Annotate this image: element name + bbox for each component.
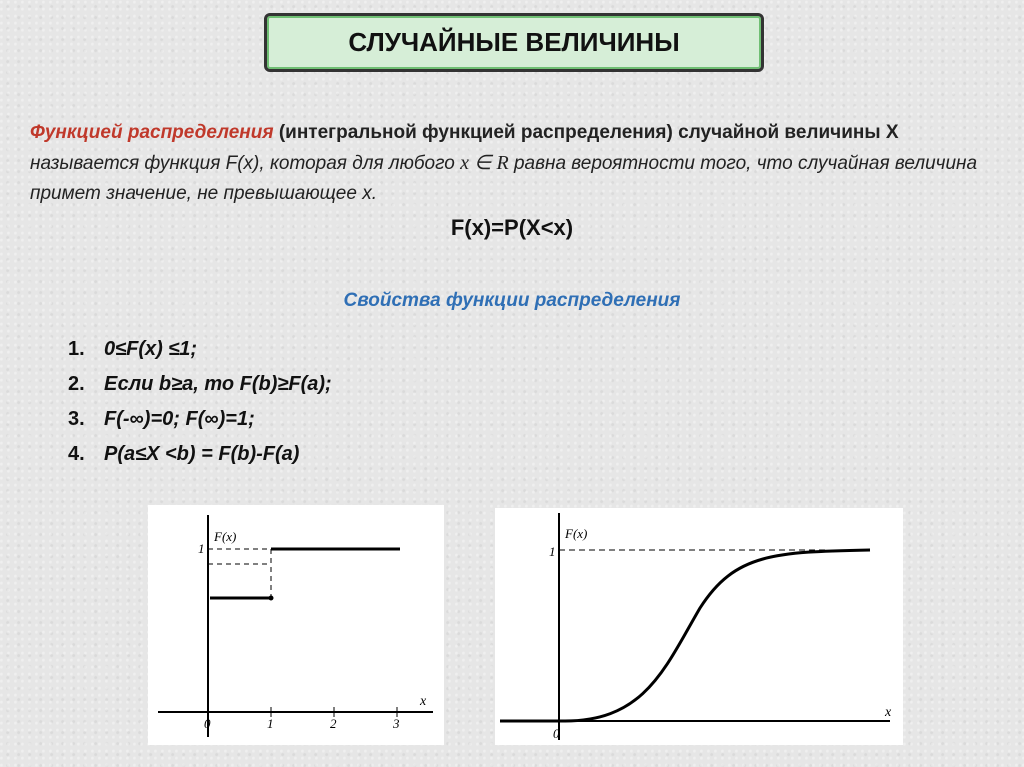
list-item-number: 3. bbox=[68, 408, 85, 430]
list-item bbox=[68, 437, 332, 472]
list-item-number: 1. bbox=[68, 338, 85, 360]
list-item bbox=[68, 402, 332, 437]
y-one-label: 1 bbox=[198, 541, 205, 556]
slide-title-text: СЛУЧАЙНЫЕ ВЕЛИЧИНЫ bbox=[348, 27, 680, 57]
y-axis-label: F(x) bbox=[214, 529, 237, 544]
definition-text-2: равна вероятности того, что случайная величина примет значение, не превышающее х. bbox=[30, 153, 978, 204]
properties-list bbox=[68, 332, 332, 472]
tick-label: 3 bbox=[393, 716, 400, 731]
discrete-cdf-svg bbox=[148, 505, 444, 745]
list-item-text: P(a≤X <b) = F(b)-F(a) bbox=[104, 443, 300, 465]
continuous-cdf-svg bbox=[495, 508, 903, 745]
list-item-text: Если b≥a, то F(b)≥F(a); bbox=[104, 373, 332, 395]
definition-paragraph bbox=[30, 118, 1000, 209]
definition-paren: (интегральной функцией распределения) bbox=[278, 122, 673, 143]
definition-subject: случайной величины X bbox=[678, 122, 899, 143]
continuous-cdf-graph bbox=[495, 508, 903, 745]
slide-title bbox=[264, 13, 764, 72]
properties-heading: Свойства функции распределения bbox=[343, 290, 681, 311]
definition-text-1: называется функция F(x), которая для любого bbox=[30, 153, 455, 174]
cdf-curve bbox=[500, 550, 870, 721]
tick-label: 1 bbox=[267, 716, 274, 731]
step-point bbox=[269, 596, 274, 601]
list-item-number: 2. bbox=[68, 373, 85, 395]
origin-label: 0 bbox=[553, 726, 560, 741]
list-item bbox=[68, 332, 332, 367]
list-item bbox=[68, 367, 332, 402]
list-item-text: F(-∞)=0; F(∞)=1; bbox=[104, 408, 255, 430]
x-axis-label: x bbox=[420, 694, 427, 709]
definition-math: x ∈ R bbox=[460, 152, 509, 174]
definition-term: Функцией распределения bbox=[30, 122, 274, 143]
tick-label: 0 bbox=[204, 716, 211, 731]
x-axis-label: x bbox=[885, 705, 892, 720]
discrete-cdf-graph bbox=[148, 505, 444, 745]
list-item-number: 4. bbox=[68, 443, 85, 465]
list-item-text: 0≤F(x) ≤1; bbox=[104, 338, 198, 360]
main-formula: F(x)=P(X<x) bbox=[450, 215, 574, 240]
y-one-label: 1 bbox=[549, 544, 556, 559]
y-axis-label: F(x) bbox=[565, 526, 588, 541]
tick-label: 2 bbox=[330, 716, 337, 731]
